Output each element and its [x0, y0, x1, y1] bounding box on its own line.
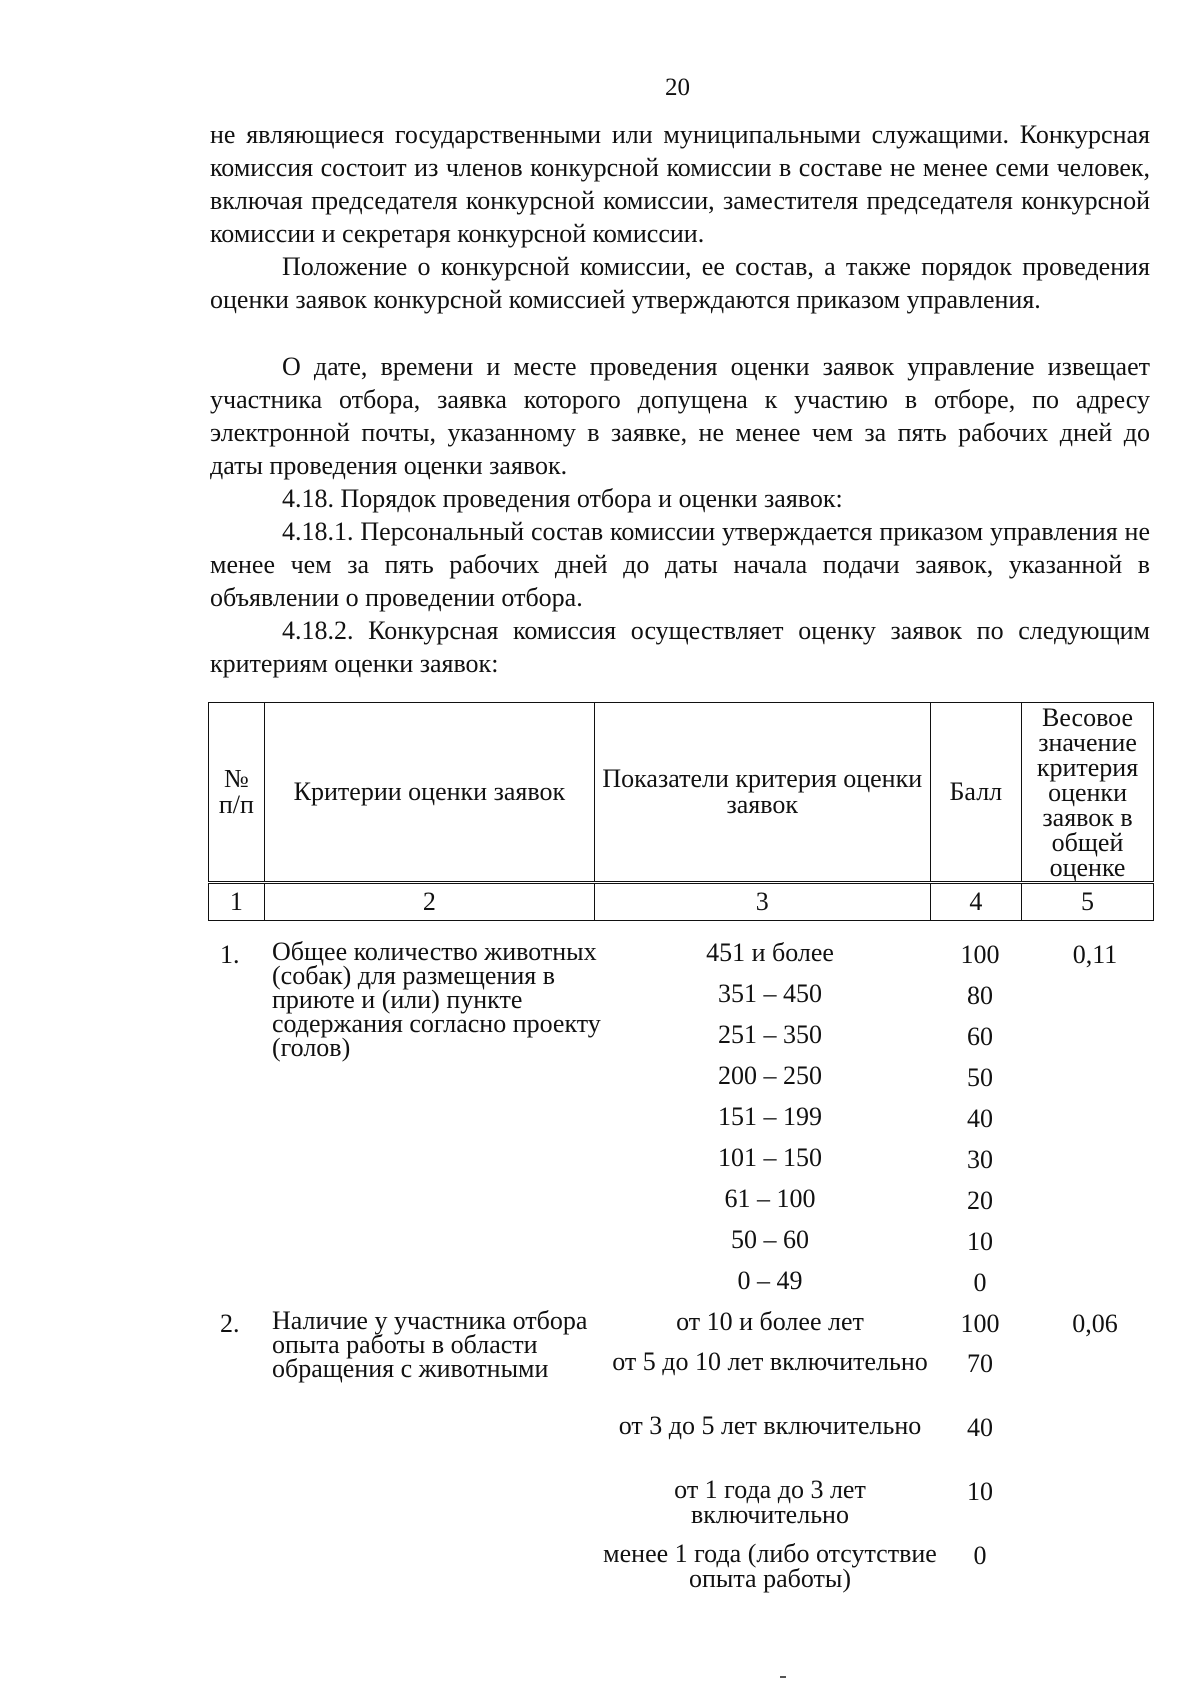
row-criterion: Общее количество животных (собак) для размещения в приюте и (или) пункте содержания согласно проекту (голов): [272, 937, 601, 1062]
paragraph-4-18-1: 4.18.1. Персональный состав комиссии утверждается приказом управления не менее чем за пять рабочих дней до даты начала подачи заявок, указанной в объявлении о проведении отбора.: [210, 517, 1150, 612]
paragraph-commission-regulation: Положение о конкурсной комиссии, ее состав, а также порядок проведения оценки заявок конкурсной комиссией утверждаются приказом управления.: [210, 252, 1150, 314]
header-score: Балл: [930, 703, 1021, 883]
indicator: 351 – 450: [718, 979, 822, 1008]
scan-dot: [780, 1676, 786, 1678]
column-number: 1: [209, 883, 265, 921]
score: 60: [967, 1022, 993, 1051]
header-indicators: Показатели критерия оценки заявок: [594, 703, 930, 883]
criteria-table: [208, 702, 1154, 921]
paragraph-evaluation-notice: О дате, времени и месте проведения оценки заявок управление извещает участника отбора, заявка которого допущена к участию в отборе, по адресу электронной почты, указанному в заявке, не менее чем за пять рабочих дней до даты проведения оценки заявок.: [210, 352, 1150, 480]
score: 50: [967, 1063, 993, 1092]
score: 10: [967, 1227, 993, 1256]
paragraph-4-18-2: 4.18.2. Конкурсная комиссия осуществляет оценку заявок по следующим критериям оценки заявок:: [210, 616, 1150, 678]
score: 30: [967, 1145, 993, 1174]
page-number: 20: [665, 74, 690, 101]
header-num: № п/п: [209, 703, 265, 883]
column-number: 2: [264, 883, 594, 921]
paragraph-4-18: 4.18. Порядок проведения отбора и оценки заявок:: [282, 484, 843, 513]
score: 40: [967, 1104, 993, 1133]
header-weight: Весовое значение критерия оценки заявок в общей оценке: [1022, 703, 1154, 883]
score: 20: [967, 1186, 993, 1215]
paragraph-commission-composition: не являющиеся государственными или муниципальными служащими. Конкурсная комиссия состоит из членов конкурсной комиссии в составе не менее семи человек, включая председателя конкурсной комиссии, заместителя председателя конкурсной комиссии и секретаря конкурсной комиссии.: [210, 120, 1150, 248]
row-criterion: Наличие у участника отбора опыта работы в области обращения с животными: [272, 1306, 588, 1383]
table-header-row: [209, 703, 1154, 883]
indicator: 0 – 49: [737, 1266, 803, 1295]
indicator: от 10 и более лет: [676, 1307, 864, 1336]
indicator: 50 – 60: [731, 1225, 809, 1254]
score: 0: [973, 1541, 987, 1570]
indicator: 251 – 350: [718, 1020, 822, 1049]
indicator: 451 и более: [706, 938, 834, 967]
score: 80: [967, 981, 993, 1010]
indicator: 61 – 100: [724, 1184, 816, 1213]
indicator: от 5 до 10 лет включительно: [612, 1347, 928, 1376]
score: 0: [973, 1268, 987, 1297]
indicator: 101 – 150: [718, 1143, 822, 1172]
indicator: от 3 до 5 лет включительно: [618, 1411, 922, 1440]
score: 100: [960, 940, 1000, 969]
column-number: 4: [930, 883, 1021, 921]
score: 10: [967, 1477, 993, 1506]
indicator: 151 – 199: [718, 1102, 822, 1131]
row-num: 1.: [220, 940, 240, 969]
indicator: менее 1 года (либо отсутствие опыта работы): [603, 1539, 937, 1593]
row-num: 2.: [220, 1309, 240, 1338]
column-number: 5: [1022, 883, 1154, 921]
column-number-row: [209, 883, 1154, 921]
row-weight: 0,06: [1072, 1309, 1118, 1338]
indicator: от 1 года до 3 лет включительно: [674, 1475, 866, 1529]
score: 40: [967, 1413, 993, 1442]
score: 70: [967, 1349, 993, 1378]
score: 100: [960, 1309, 1000, 1338]
indicator: 200 – 250: [718, 1061, 822, 1090]
column-number: 3: [594, 883, 930, 921]
row-weight: 0,11: [1072, 940, 1118, 969]
header-criteria: Критерии оценки заявок: [264, 703, 594, 883]
